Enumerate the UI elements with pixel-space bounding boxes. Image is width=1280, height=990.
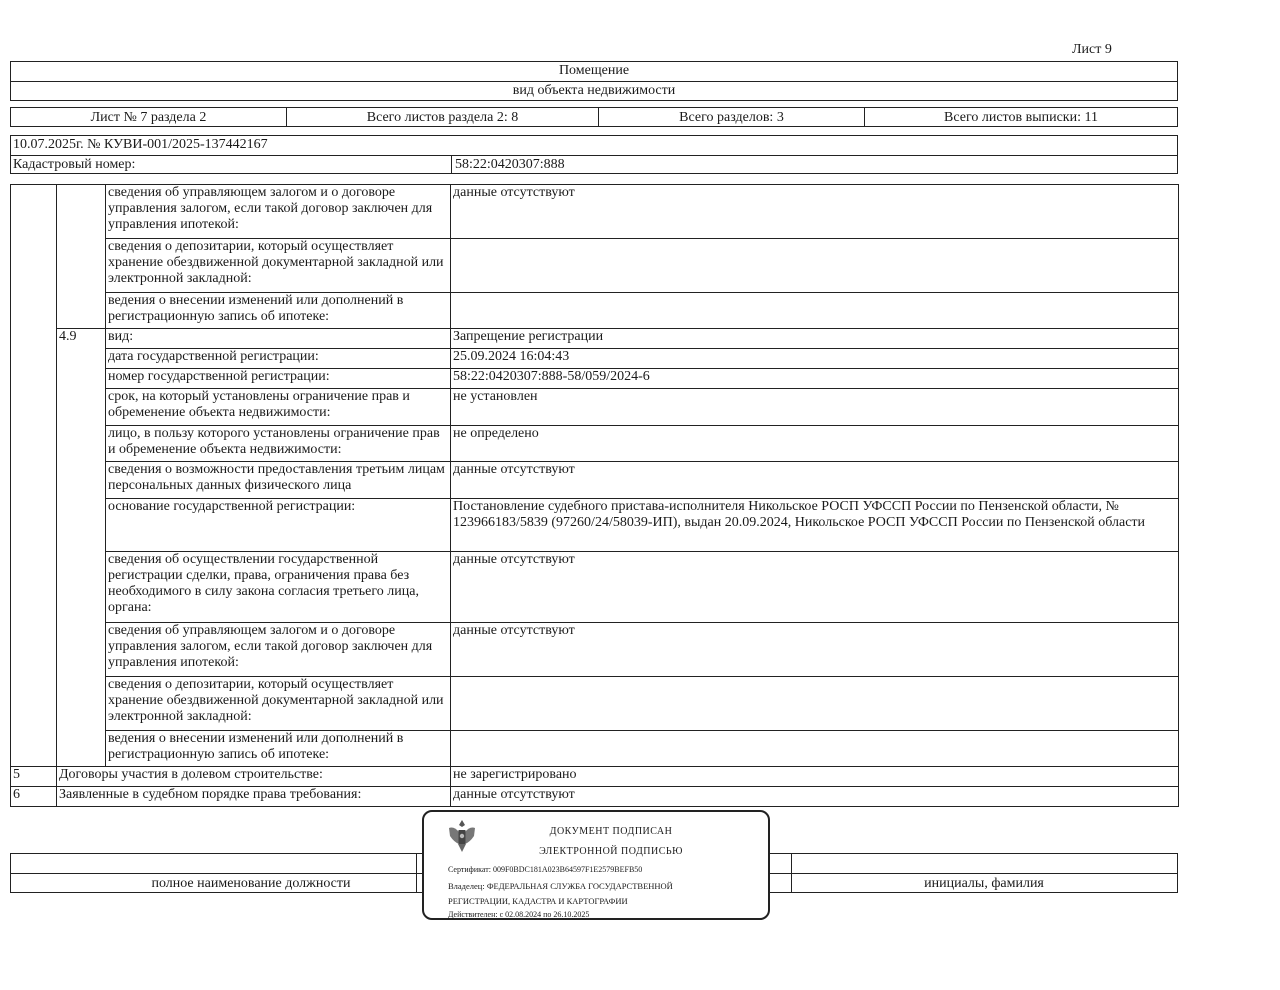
section-label: Договоры участия в долевом строительстве: [57, 767, 451, 787]
row-number [57, 293, 106, 329]
field-value [451, 677, 1179, 731]
field-value: данные отсутствуют [451, 462, 1179, 499]
field-value: не установлен [451, 389, 1179, 426]
sheet-info-header [10, 107, 1178, 127]
cadastral-number: 58:22:0420307:888 [455, 157, 565, 172]
field-value: 25.09.2024 16:04:43 [451, 349, 1179, 369]
row-number: 4.9 [57, 329, 106, 349]
section-number: 5 [11, 767, 57, 787]
field-value: Запрещение регистрации [451, 329, 1179, 349]
field-label: сведения об управляющем залогом и о договоре управления залогом, если такой договор заключен для управления ипотекой: [106, 185, 451, 239]
table-row [11, 293, 1179, 329]
section-cell [11, 185, 57, 767]
field-label: ведения о внесении изменений или дополнений в регистрационную запись об ипотеке: [106, 293, 451, 329]
field-label: сведения о возможности предоставления третьим лицам персональных данных физического лица [106, 462, 451, 499]
stamp-owner-line2: РЕГИСТРАЦИИ, КАДАСТРА И КАРТОГРАФИИ [448, 896, 628, 906]
table-row [11, 677, 1179, 731]
row-number [57, 552, 106, 623]
table-row [11, 462, 1179, 499]
row-number [57, 462, 106, 499]
total-sheets-section: Всего листов раздела 2: 8 [287, 108, 599, 126]
object-type-header [10, 61, 1178, 101]
row-number [57, 239, 106, 293]
document-meta [10, 135, 1178, 174]
stamp-validity: Действителен: с 02.08.2024 по 26.10.2025 [448, 910, 590, 919]
row-number [57, 389, 106, 426]
stamp-owner-line1: Владелец: ФЕДЕРАЛЬНАЯ СЛУЖБА ГОСУДАРСТВЕННОЙ [448, 881, 673, 891]
table-row [11, 499, 1179, 552]
sheet-of-section: Лист № 7 раздела 2 [11, 108, 287, 126]
table-row [11, 426, 1179, 462]
table-row [11, 329, 1179, 349]
row-number [57, 499, 106, 552]
field-label: сведения об управляющем залогом и о договоре управления залогом, если такой договор заключен для управления ипотекой: [106, 623, 451, 677]
section-value: данные отсутствуют [451, 787, 1179, 807]
table-row [11, 767, 1179, 787]
row-number [57, 426, 106, 462]
field-label: дата государственной регистрации: [106, 349, 451, 369]
table-row [11, 731, 1179, 767]
field-label: ведения о внесении изменений или дополнений в регистрационную запись об ипотеке: [106, 731, 451, 767]
field-value: не определено [451, 426, 1179, 462]
position-caption: полное наименование должности [151, 876, 351, 891]
table-row [11, 239, 1179, 293]
field-value: 58:22:0420307:888-58/059/2024-6 [451, 369, 1179, 389]
field-value: данные отсутствуют [451, 185, 1179, 239]
field-value [451, 293, 1179, 329]
field-label: сведения о депозитарии, который осуществляет хранение обездвиженной документарной закладной или электронной закладной: [106, 239, 451, 293]
field-label: сведения о депозитарии, который осуществляет хранение обездвиженной документарной закладной или электронной закладной: [106, 677, 451, 731]
field-value: данные отсутствуют [451, 623, 1179, 677]
field-label: сведения об осуществлении государственной регистрации сделки, права, ограничения права без необходимого в силу закона согласия третьего лица, органа: [106, 552, 451, 623]
field-label: основание государственной регистрации: [106, 499, 451, 552]
row-number [57, 185, 106, 239]
stamp-line1: ДОКУМЕНТ ПОДПИСАН [549, 826, 673, 837]
stamp-line2: ЭЛЕКТРОННОЙ ПОДПИСЬЮ [539, 846, 683, 857]
row-number [57, 349, 106, 369]
field-label: вид: [106, 329, 451, 349]
field-value: Постановление судебного пристава-исполнителя Никольское РОСП УФССП России по Пензенской области, № 123966183/5839 (97260/24/58039-ИП), выдан 20.09.2024, Никольское РОСП УФССП России по Пензенской области [451, 499, 1179, 552]
object-type-caption: вид объекта недвижимости [512, 83, 676, 98]
table-row [11, 787, 1179, 807]
table-row [11, 389, 1179, 426]
document-date-number: 10.07.2025г. № КУВИ-001/2025-137442167 [13, 137, 268, 152]
row-number [57, 369, 106, 389]
field-label: лицо, в пользу которого установлены ограничение прав и обременение объекта недвижимости: [106, 426, 451, 462]
row-number [57, 677, 106, 731]
cadastral-label: Кадастровый номер: [13, 157, 136, 172]
field-value [451, 731, 1179, 767]
total-sheets: Всего листов выписки: 11 [944, 110, 1098, 125]
field-value [451, 239, 1179, 293]
section-value: не зарегистрировано [451, 767, 1179, 787]
row-number [57, 731, 106, 767]
table-row [11, 552, 1179, 623]
section-label: Заявленные в судебном порядке права требования: [57, 787, 451, 807]
stamp-certificate: Сертификат: 009F0BDC181A023B64597F1E2579BEFB50 [448, 865, 643, 874]
object-type: Помещение [558, 63, 630, 78]
total-sections: Всего разделов: 3 [599, 108, 865, 126]
table-row [11, 369, 1179, 389]
section-number: 6 [11, 787, 57, 807]
sheet-number: Лист 9 [1072, 42, 1112, 57]
field-label: срок, на который установлены ограничение прав и обременение объекта недвижимости: [106, 389, 451, 426]
row-number [57, 623, 106, 677]
table-row [11, 349, 1179, 369]
encumbrance-table [10, 184, 1179, 807]
table-row [11, 185, 1179, 239]
field-label: номер государственной регистрации: [106, 369, 451, 389]
initials-caption: инициалы, фамилия [924, 876, 1044, 891]
electronic-signature-stamp [422, 810, 770, 920]
field-value: данные отсутствуют [451, 552, 1179, 623]
table-row [11, 623, 1179, 677]
